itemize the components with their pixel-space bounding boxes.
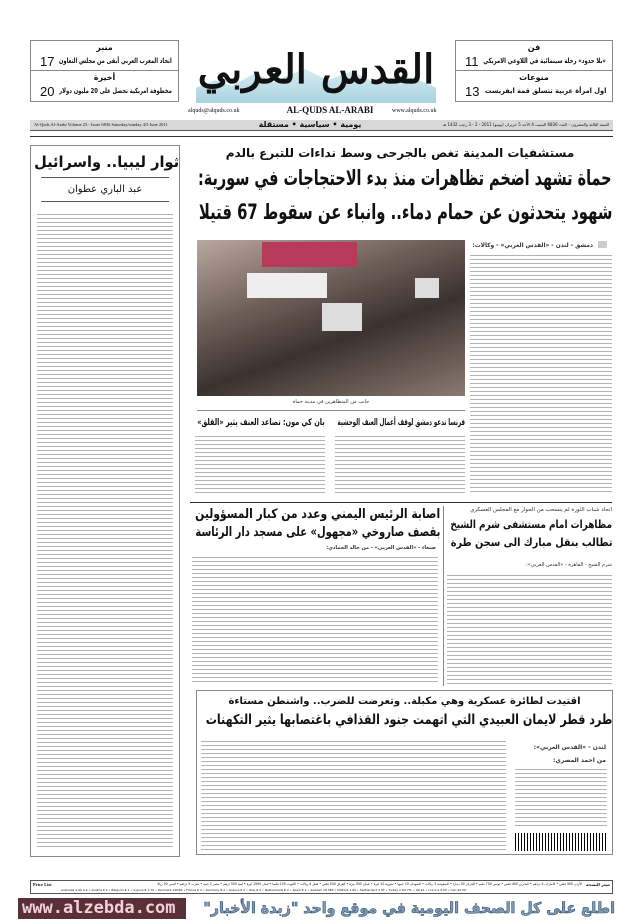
sub-article-body [335, 436, 465, 494]
price-list-label: Price List [33, 882, 52, 887]
lead-byline-wrap [470, 242, 593, 249]
price-list [30, 880, 613, 894]
lead-headline-2[interactable]: شهود يتحدثون عن حمام دماء.. وانباء عن سقوط 67 قتيلا [198, 200, 612, 224]
sub-article-headline-wrap [335, 417, 465, 429]
tagline-wrap [230, 120, 390, 130]
lead-headline-2-wrap [190, 198, 612, 226]
index-box-left [30, 40, 179, 102]
editorial-column [30, 145, 180, 857]
index-section: أخيرة [93, 73, 116, 82]
egypt-body [447, 575, 612, 685]
yemen-byline: صنعاء - «القدس العربي» - من خالد الحمادي: [326, 545, 436, 551]
banner-text[interactable]: اطلع على كل الصحف اليومية في موقع واحد "زبدة الأخبار" [203, 899, 615, 917]
price-list-label-ar-wrap [586, 882, 610, 887]
lead-kicker-wrap [190, 146, 610, 161]
sub-article-headline[interactable]: بان كي مون: تصاعد العنف يثير «القلق» [197, 418, 325, 428]
lead-kicker: مستشفيات المدينة تغص بالجرحى وسط نداءات للتبرع بالدم [225, 146, 575, 160]
masthead-divider [30, 136, 613, 137]
index-item[interactable] [456, 71, 612, 101]
price-list-arab-wrap [61, 881, 582, 887]
index-section: منوعات [519, 73, 549, 82]
index-box-right [455, 40, 613, 102]
lead-headline[interactable]: حماة تشهد اضخم تظاهرات منذ بدء الاحتجاجات في سورية: [198, 166, 612, 190]
website-wrap [392, 107, 452, 115]
index-section: فن [527, 43, 541, 52]
egypt-headline-2[interactable]: تطالب بنقل مبارك الى سجن طرة [450, 536, 612, 549]
index-page: 20 [40, 83, 55, 99]
lead-byline: دمشق - لندن - «القدس العربي» - وكالات: [472, 242, 593, 249]
sub-article-body [195, 436, 325, 494]
qatar-body [515, 769, 607, 829]
masthead-logo [196, 40, 436, 104]
lead-photo[interactable] [197, 240, 465, 396]
email-wrap [188, 107, 268, 115]
column-divider [443, 506, 444, 686]
banner-url-wrap [18, 898, 186, 919]
yemen-headline-2[interactable]: بقصف صاروخي «مجهول» على مسجد دار الرئاسة [195, 525, 440, 540]
price-list-label-wrap [33, 882, 55, 887]
qatar-headline-wrap [197, 711, 612, 729]
egypt-byline-wrap [500, 562, 612, 569]
logo-text-wrap [196, 40, 436, 100]
website-link[interactable]: www.alquds.co.uk [392, 108, 437, 114]
qatar-story-box [196, 690, 613, 855]
qatar-author-wrap [516, 757, 606, 764]
index-title: اول امرأة عربية تتسلق قمة ايفريست [484, 87, 606, 95]
index-title: «بلا حدود» رحلة سينمائية في اللاوعي الامريكي [483, 57, 606, 65]
index-title: مخطوفة امريكية تحصل على 20 مليون دولار [59, 87, 172, 95]
yemen-headline-wrap [190, 506, 440, 523]
yemen-headline[interactable]: اصابة الرئيس اليمني وعدد من كبار المسؤولين [195, 507, 440, 522]
photo-sign [415, 278, 439, 298]
editorial-title[interactable]: ثوار ليبيا.. واسرائيل [33, 153, 179, 171]
edition-bar [30, 120, 613, 131]
qatar-byline: لندن - «القدس العربي»: [533, 744, 606, 751]
banner-url[interactable]: www.alzebda.com [22, 898, 176, 918]
qatar-kicker: اقتيدت لطائرة عسكرية وهي مكبلة.. وتعرضت للضرب.. واشنطن مستاءة [228, 696, 581, 707]
price-list-intl: Australia 1.90 A.$ • Austria € 2 • Belgium € 2 • Cyprus € 1.70 • Denmark 12DKK • France € 2 • Germany € 2 • Greece € 2 • Italy € 2 • Netherlands € 2 • Spain € 2 • Sweden 18 SEK • Malta € 1.60 • Switzerland 3 SF • Turkey 1.60 YTL • UK £1 • U.S.A $ 2.50 • Can $2.50 [61, 888, 466, 892]
section-divider [197, 410, 465, 411]
photo-banner [262, 242, 357, 267]
egypt-headline[interactable]: مظاهرات امام مستشفى شرم الشيخ [450, 518, 612, 531]
qatar-author: من احمد المصري: [552, 757, 606, 764]
qatar-body [201, 741, 506, 851]
sub-article-headline-wrap [195, 417, 325, 429]
banner-text-wrap [195, 897, 615, 919]
photo-caption: جانب من المتظاهرين في مدينة حماة [292, 399, 370, 405]
index-item[interactable] [456, 41, 612, 71]
index-title: اتحاد المغرب العربي أبقى من مجلس التعاون [59, 57, 172, 65]
index-item[interactable] [31, 41, 178, 71]
index-page: 17 [40, 53, 55, 69]
edition-info-en-wrap [34, 122, 219, 128]
price-list-intl-wrap [61, 888, 582, 893]
edition-info-ar: السنة الثالثة والعشرون - العدد 6836 السبت 4 الأحد 5 حزيران (يونيو) 2011 - 2 - 3 رجب 1432 هـ [442, 122, 609, 127]
lead-body [470, 255, 612, 493]
barcode [515, 833, 607, 851]
yemen-byline-wrap [300, 545, 436, 552]
egypt-byline: شرم الشيخ - القاهرة - «القدس العربي»: [526, 562, 612, 568]
qatar-byline-wrap [516, 744, 606, 751]
logo-text: القدس العربي [197, 46, 435, 93]
egypt-headline-2-wrap [447, 535, 612, 550]
sub-article-headline[interactable]: فرنسا تدعو دمشق لوقف أعمال العنف الوحشية [337, 418, 465, 428]
email-link[interactable]: alquds@alquds.co.uk [188, 108, 240, 114]
index-page: 13 [465, 83, 480, 99]
egypt-headline-wrap [447, 517, 612, 532]
egypt-kicker-wrap [447, 507, 612, 514]
photo-sign [322, 303, 362, 331]
lead-headline-wrap [190, 164, 612, 192]
yemen-headline-2-wrap [190, 524, 440, 541]
index-item[interactable] [31, 71, 178, 101]
index-page: 11 [465, 53, 479, 69]
yemen-body [192, 557, 438, 685]
qatar-kicker-wrap [197, 695, 612, 708]
egypt-kicker: اتحاد شباب الثورة لم ينسحب من الحوار مع المجلس العسكري [470, 507, 612, 513]
byline-marker-icon [598, 241, 607, 248]
logo-english: AL-QUDS AL-ARABI [286, 105, 374, 115]
edition-info-en: Al-Quds Al-Arabi Volume 23 - Issue 6836 Saturday/sunday 4/5 June 2011 [34, 122, 168, 127]
tagline: يومية • سياسية • مستقلة [258, 120, 362, 129]
photo-sign [247, 273, 327, 298]
section-divider [190, 502, 612, 503]
photo-caption-wrap [197, 399, 465, 406]
logo-english-wrap [272, 105, 388, 116]
price-list-label-ar: سعر النسخة [586, 882, 610, 887]
index-section: منبر [96, 43, 113, 52]
edition-info-ar-wrap [404, 122, 609, 128]
price-list-arab: الأردن 400 فلس • الامارات 4 دراهم • البحرين 400 فلس • تونس 700 مليم • الجزائر 30 دينارا • السعودية 3 ريالات • السودان 15 جنيها • سورية 12 ليرة • عمان 300 بيزة • العراق 500 فلس • قطر 4 ريالات • الكويت 150 فلسا • لبنان 1500 ليرة • ليبيا 500 درهم • مصر 1 جنيه • مغرب 5 دراهم • اليمن 50 ريالا [157, 882, 582, 886]
qatar-headline[interactable]: طرد قطر لايمان العبيدي التي اتهمت جنود القذافي باغتصابها يثير التكهنات [205, 712, 612, 728]
editorial-author: عبد الباري عطوان [67, 184, 143, 195]
